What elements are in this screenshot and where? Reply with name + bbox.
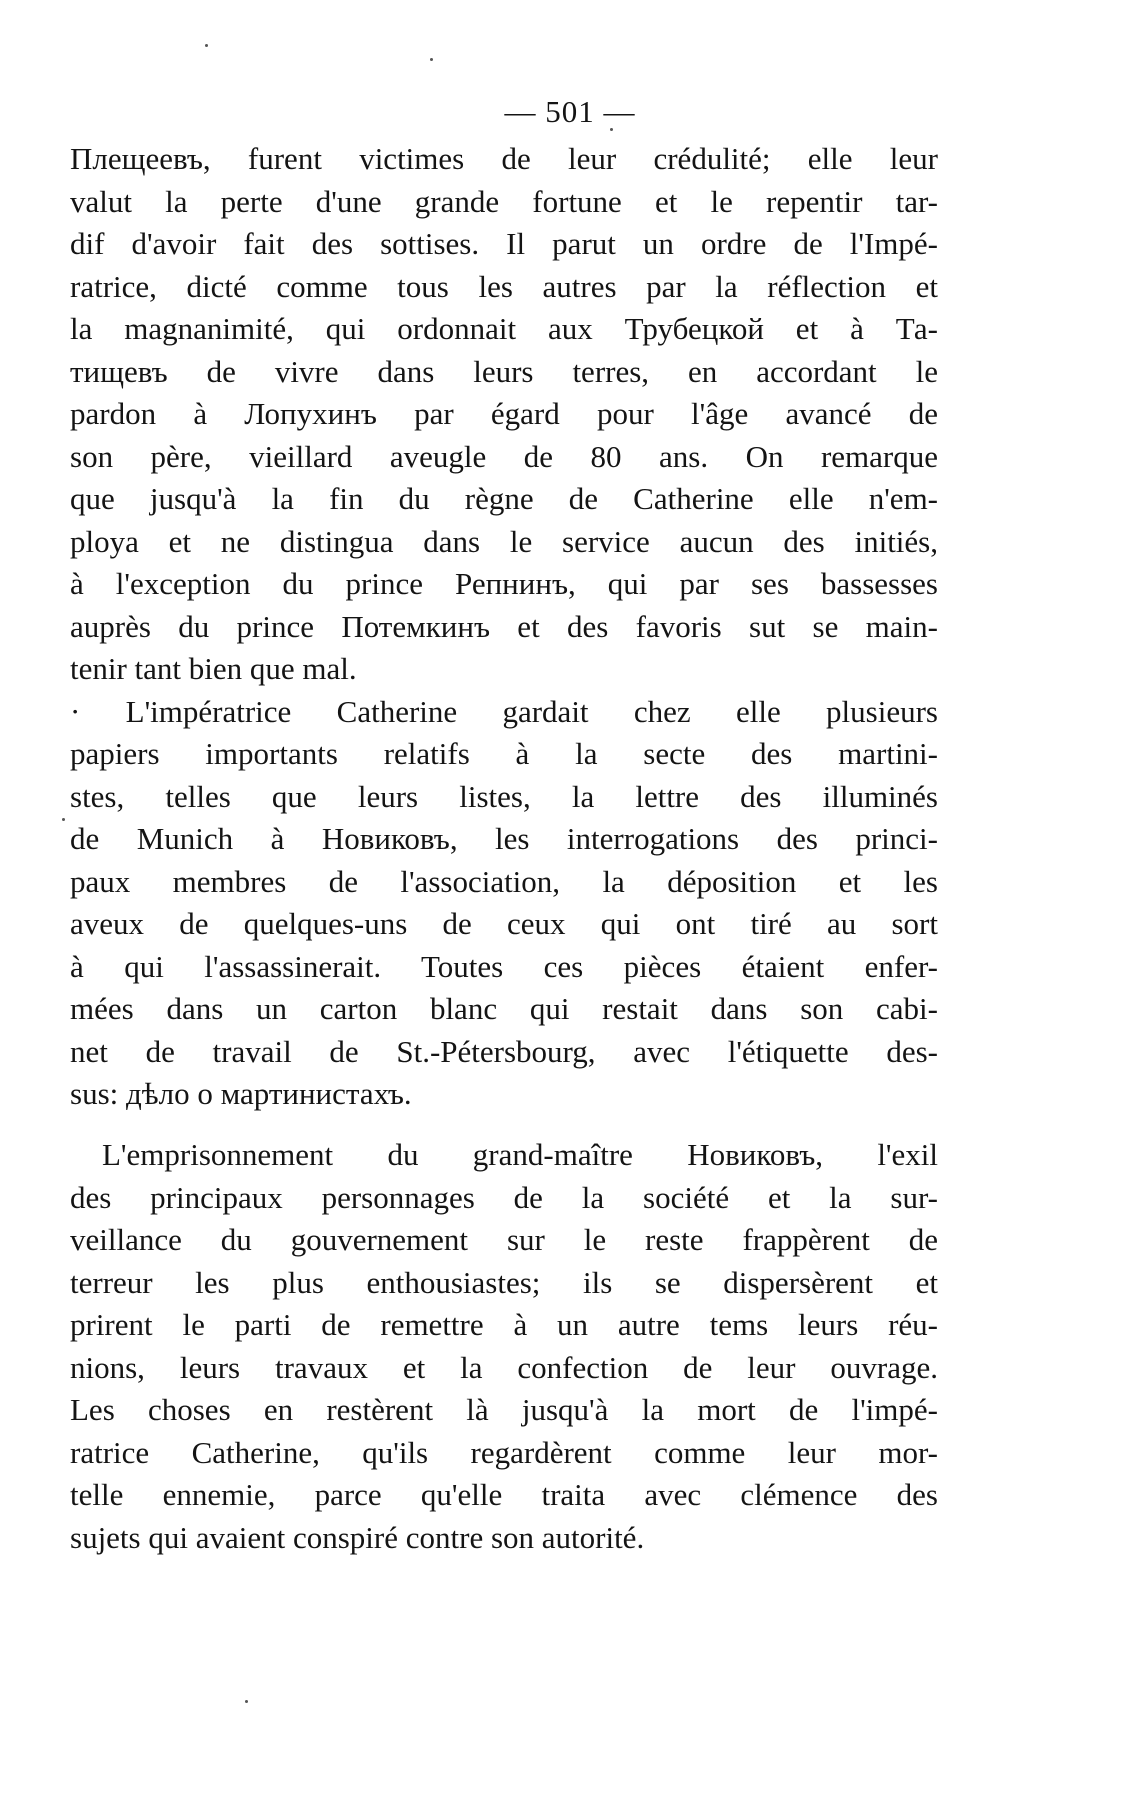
text-line: mées dans un carton blanc qui restait dans son cabi- [70,991,938,1026]
text-line: paux membres de l'association, la déposition et les [70,863,938,899]
text-line: · L'impératrice Catherine gardait chez elle plusieurs [70,693,938,729]
text-line: sujets qui avaient conspiré contre son autorité. [70,1519,645,1555]
page-speck [430,58,433,61]
text-line: de Munich à Новиковъ, les interrogations des princi- [70,821,938,856]
text-line: à qui l'assassinerait. Toutes ces pièces étaient enfer- [70,948,938,984]
text-line: papiers importants relatifs à la secte des martini- [70,736,938,771]
text-line: L'emprisonnement du grand-maître Новиковъ, l'exil [102,1137,938,1172]
text-line: terreur les plus enthousiastes; ils se dispersèrent et [70,1264,938,1300]
paragraph-3 [70,1134,938,1559]
text-line: aveux de quelques-uns de ceux qui ont tiré au sort [70,906,938,941]
text-line: à l'exception du prince Репнинъ, qui par ses bassesses [70,566,938,601]
text-line: pardon à Лопухинъ par égard pour l'âge avancé de [70,396,938,431]
text-line: ratrice Catherine, qu'ils regardèrent comme leur mor- [70,1434,938,1470]
page-speck [62,818,65,821]
text-line: dif d'avoir fait des sottises. Il parut un ordre de l'Impé- [70,226,938,261]
page-number: — 501 — [504,94,636,129]
text-line: la magnanimité, qui ordonnait aux Трубецкой et à Та- [70,311,938,346]
text-line: stes, telles que leurs listes, la lettre des illuminés [70,778,938,814]
text-line: nions, leurs travaux et la confection de leur ouvrage. [70,1349,938,1385]
text-line: prirent le parti de remettre à un autre tems leurs réu- [70,1307,938,1342]
text-line: auprès du prince Потемкинъ et des favoris sut se main- [70,608,938,644]
text-line: veillance du gouvernement sur le reste frappèrent de [70,1222,938,1257]
text-line: des principaux personnages de la société et la sur- [70,1179,938,1215]
text-line: telle ennemie, parce qu'elle traita avec clémence des [70,1477,938,1512]
text-line: тищевъ de vivre dans leurs terres, en accordant le [70,353,938,389]
text-line: son père, vieillard aveugle de 80 ans. On remarque [70,438,938,474]
text-line: net de travail de St.-Pétersbourg, avec l'étiquette des- [70,1033,938,1069]
text-line: tenir tant bien que mal. [70,651,357,686]
paragraph-1 [70,138,938,1116]
text-line: Les choses en restèrent là jusqu'à la mort de l'impé- [70,1392,938,1427]
page-speck [245,1700,248,1703]
text-line: ploya et ne distingua dans le service aucun des initiés, [70,523,938,559]
text-line: valut la perte d'une grande fortune et le repentir tar- [70,183,938,219]
text-line: ratrice, dicté comme tous les autres par la réflection et [70,268,938,304]
page-speck [205,44,208,47]
text-line: Плещеевъ, furent victimes de leur crédulité; elle leur [70,141,938,176]
text-line: que jusqu'à la fin du règne de Catherine elle n'em- [70,481,938,516]
text-line: sus: дѣло о мартинистахъ. [70,1076,412,1111]
